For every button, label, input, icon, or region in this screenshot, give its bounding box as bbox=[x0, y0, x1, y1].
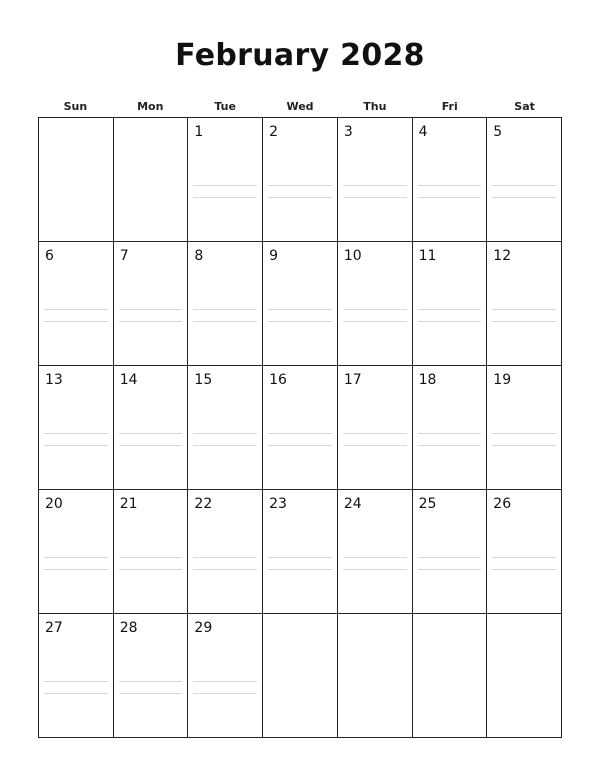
day-cell bbox=[338, 118, 413, 242]
note-line bbox=[119, 445, 183, 446]
note-line bbox=[119, 557, 183, 558]
day-number: 27 bbox=[45, 620, 63, 636]
day-cell bbox=[338, 490, 413, 614]
note-line bbox=[343, 309, 407, 310]
day-number: 16 bbox=[269, 372, 287, 388]
day-number: 6 bbox=[45, 248, 54, 264]
note-line bbox=[193, 321, 257, 322]
day-cell bbox=[338, 242, 413, 366]
note-line bbox=[268, 569, 332, 570]
weekday-label-thu: Thu bbox=[363, 100, 387, 113]
day-number: 11 bbox=[418, 248, 437, 264]
note-line bbox=[492, 569, 556, 570]
day-cell bbox=[263, 366, 338, 490]
note-line bbox=[492, 185, 556, 186]
note-line bbox=[492, 433, 556, 434]
note-line bbox=[343, 321, 407, 322]
day-number: 22 bbox=[194, 496, 213, 512]
day-number: 8 bbox=[194, 248, 204, 264]
day-cell bbox=[114, 242, 189, 366]
weekday-label-mon: Mon bbox=[137, 100, 164, 113]
day-cell bbox=[413, 490, 488, 614]
note-line bbox=[44, 309, 108, 310]
page-title: February 2028 bbox=[175, 38, 425, 73]
note-line bbox=[193, 693, 257, 694]
day-number: 17 bbox=[343, 372, 362, 388]
note-line bbox=[193, 309, 257, 310]
day-cell bbox=[114, 614, 189, 738]
note-line bbox=[343, 185, 407, 186]
note-line bbox=[492, 557, 556, 558]
empty-day-cell bbox=[487, 614, 562, 738]
note-line bbox=[44, 693, 108, 694]
note-line bbox=[44, 445, 108, 446]
calendar-grid bbox=[38, 117, 562, 738]
note-line bbox=[492, 321, 556, 322]
note-line bbox=[492, 197, 556, 198]
day-cell bbox=[413, 242, 488, 366]
day-cell bbox=[487, 242, 562, 366]
note-line bbox=[268, 321, 332, 322]
weekday-label-tue: Tue bbox=[214, 100, 236, 113]
day-cell bbox=[39, 242, 114, 366]
day-number: 26 bbox=[493, 496, 512, 512]
day-number: 25 bbox=[418, 496, 437, 512]
note-line bbox=[44, 569, 108, 570]
note-line bbox=[343, 445, 407, 446]
note-line bbox=[268, 445, 332, 446]
note-line bbox=[119, 433, 183, 434]
day-number: 15 bbox=[194, 372, 213, 388]
note-line bbox=[193, 569, 257, 570]
note-line bbox=[44, 681, 108, 682]
note-line bbox=[119, 693, 183, 694]
note-line bbox=[418, 185, 482, 186]
note-line bbox=[193, 557, 257, 558]
day-number: 9 bbox=[269, 248, 279, 264]
day-number: 2 bbox=[269, 124, 279, 140]
note-line bbox=[119, 681, 183, 682]
weekday-label-sun: Sun bbox=[63, 100, 88, 113]
day-cell bbox=[487, 490, 562, 614]
note-line bbox=[418, 309, 482, 310]
note-line bbox=[268, 197, 332, 198]
note-line bbox=[343, 433, 407, 434]
note-line bbox=[492, 309, 556, 310]
empty-day-cell bbox=[114, 118, 189, 242]
day-number: 4 bbox=[418, 124, 428, 140]
note-line bbox=[193, 681, 257, 682]
day-cell bbox=[114, 490, 189, 614]
day-cell bbox=[413, 366, 488, 490]
day-number: 28 bbox=[119, 620, 138, 636]
day-number: 7 bbox=[119, 248, 129, 264]
note-line bbox=[44, 321, 108, 322]
weekday-label-sat: Sat bbox=[514, 100, 535, 113]
day-number: 1 bbox=[194, 124, 204, 140]
note-line bbox=[193, 433, 257, 434]
day-cell bbox=[338, 366, 413, 490]
day-number: 14 bbox=[119, 372, 138, 388]
day-cell bbox=[188, 242, 263, 366]
note-line bbox=[119, 321, 183, 322]
note-line bbox=[268, 309, 332, 310]
note-line bbox=[418, 321, 482, 322]
empty-day-cell bbox=[413, 614, 488, 738]
note-line bbox=[44, 557, 108, 558]
day-number: 21 bbox=[119, 496, 138, 512]
day-cell bbox=[188, 366, 263, 490]
note-line bbox=[418, 433, 482, 434]
day-number: 29 bbox=[194, 620, 213, 636]
day-cell bbox=[114, 366, 189, 490]
empty-day-cell bbox=[263, 614, 338, 738]
day-cell bbox=[39, 366, 114, 490]
day-cell bbox=[188, 490, 263, 614]
day-cell bbox=[263, 490, 338, 614]
day-number: 23 bbox=[269, 496, 287, 512]
note-line bbox=[418, 569, 482, 570]
note-line bbox=[119, 309, 183, 310]
note-line bbox=[193, 197, 257, 198]
note-line bbox=[268, 185, 332, 186]
day-number: 24 bbox=[343, 496, 362, 512]
day-cell bbox=[263, 242, 338, 366]
day-number: 13 bbox=[45, 372, 63, 388]
day-number: 19 bbox=[493, 372, 512, 388]
day-cell bbox=[263, 118, 338, 242]
day-cell bbox=[413, 118, 488, 242]
day-cell bbox=[188, 614, 263, 738]
day-number: 5 bbox=[493, 124, 503, 140]
note-line bbox=[193, 185, 257, 186]
empty-day-cell bbox=[39, 118, 114, 242]
weekday-header-row bbox=[38, 98, 562, 116]
note-line bbox=[418, 197, 482, 198]
day-cell bbox=[39, 614, 114, 738]
note-line bbox=[193, 445, 257, 446]
day-number: 10 bbox=[343, 248, 362, 264]
day-cell bbox=[487, 366, 562, 490]
day-number: 20 bbox=[45, 496, 63, 512]
day-cell bbox=[487, 118, 562, 242]
note-line bbox=[418, 445, 482, 446]
empty-day-cell bbox=[338, 614, 413, 738]
note-line bbox=[44, 433, 108, 434]
weekday-label-wed: Wed bbox=[286, 100, 314, 113]
day-number: 12 bbox=[493, 248, 512, 264]
note-line bbox=[268, 557, 332, 558]
weekday-label-fri: Fri bbox=[441, 100, 458, 113]
day-cell bbox=[39, 490, 114, 614]
note-line bbox=[492, 445, 556, 446]
note-line bbox=[418, 557, 482, 558]
day-cell bbox=[188, 118, 263, 242]
note-line bbox=[268, 433, 332, 434]
day-number: 3 bbox=[343, 124, 353, 140]
note-line bbox=[343, 569, 407, 570]
note-line bbox=[343, 557, 407, 558]
day-number: 18 bbox=[418, 372, 437, 388]
note-line bbox=[119, 569, 183, 570]
note-line bbox=[343, 197, 407, 198]
